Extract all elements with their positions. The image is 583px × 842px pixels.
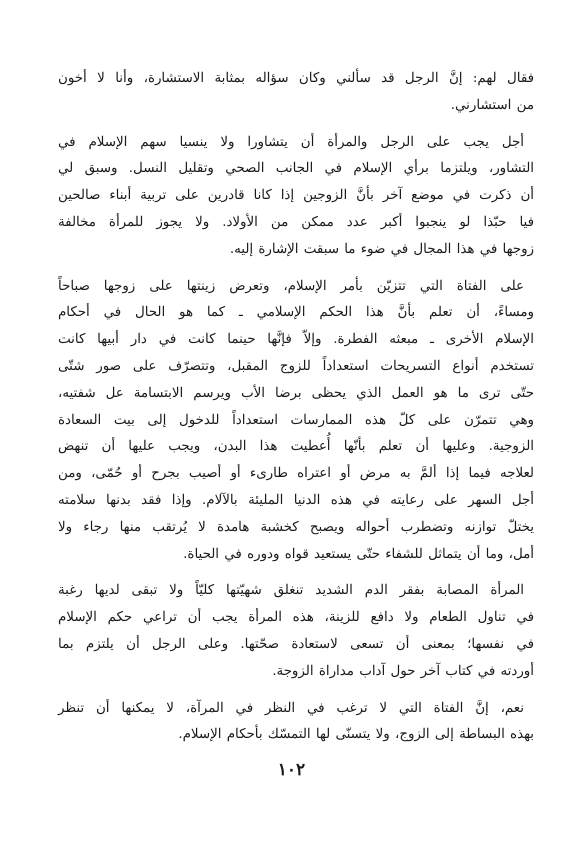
text-line: وهي تتمرّن على كلّ هذه الممارسات استعداداً للدخول إلى بيت السعادة <box>58 412 534 428</box>
text-line: أن ذكرت في موضع آخر بأنَّ الزوجين إذا كانا قادرين على تربية أبناء صالحين <box>58 188 534 204</box>
text-line: فقال لهم: إنَّ الرجل قد سألني وكان سؤاله بمثابة الاستشارة، وأنا لا أخون <box>58 71 534 86</box>
text-line: نعم، إنَّ الفتاة التي لا ترغب في النظر في المرآة، لا يمكنها أن تنظر <box>58 700 524 716</box>
text-line: من استشارني. <box>450 97 534 113</box>
text-line: يختلّ توازنه وتضطرب أحواله ويصبح كخشبة هامدة لا يُرتقب منها رجاء ولا <box>58 519 534 535</box>
text-line: التشاور، ويلتزما برأي الإسلام في الجانب الصحي وتقليل النسل. وسبق لي <box>58 161 534 177</box>
text-line: في تناول الطعام ولا دافع للزينة، هذه المرأة يجب أن تراعي حكم الإسلام <box>58 610 534 626</box>
text-line: في نفسها؛ بمعنى أن تسعى لاستعادة صحّتها. وعلى الرجل أن يلتزم بما <box>58 636 534 652</box>
paragraph <box>58 578 534 685</box>
page-body <box>58 66 534 759</box>
text-line: المرأة المصابة بفقر الدم الشديد تنغلق شهيّتها كليّاً ولا تبقى لديها رغبة <box>58 583 524 599</box>
text-line: لعلاجه فيما إذا ألمَّ به مرض أو اعتراه طارىء أو أصيب بجرح أو حُمّى، ومن <box>58 466 534 482</box>
text-line: زوجها في هذا المجال في ضوء ما سبقت الإشارة إليه. <box>229 241 534 257</box>
text-line: أوردته في كتاب آخر حول آداب مداراة الزوجة. <box>272 663 534 679</box>
text-line: أمل، وما أن يتماثل للشفاء حتّى يستعيد قواه ودوره في الحياة. <box>183 546 534 562</box>
text-line: أجل السهر على رعايته في هذه الدنيا المليئة بالآلام. وإذا فقد بدنها سلامته <box>58 492 534 508</box>
paragraph <box>58 66 534 120</box>
paragraph <box>58 130 534 264</box>
text-line: على الفتاة التي تتزيّن بأمر الإسلام، وتعرض زينتها على زوجها صباحاً <box>58 278 524 294</box>
paragraph <box>58 696 534 750</box>
text-line: أجل يجب على الرجل والمرأة أن يتشاورا ولا ينسيا سهم الإسلام في <box>58 134 524 150</box>
paragraph <box>58 274 534 569</box>
text-line: تستخدم أنواع التسريحات استعداداً للزوج المقبل، وتتصرّف على صور شتّى <box>58 358 534 374</box>
page-number: ١٠٢ <box>277 760 306 780</box>
text-line: الإسلام الأخرى ـ مبعثه الفطرة. وإلاّ فإنَّها حينما كانت في دار أبيها كانت <box>58 332 534 348</box>
text-line: فيا حبّذا لو ينجبوا أكبر عدد ممكن من الأولاد. ولا يجوز للمرأة مخالفة <box>58 214 534 230</box>
text-line: حتّى ترى ما هو العمل الذي يحظى برضا الأب ويرسم الابتسامة عل شفتيه، <box>58 385 534 401</box>
text-line: ومساءً، أن تعلم بأنَّ هذا الحكم الإسلامي ـ كما هو الحال في أحكام <box>58 305 534 321</box>
text-line: بهذه البساطة إلى الزوج، ولا يتسنّى لها التمسّك بأحكام الإسلام. <box>178 727 534 743</box>
text-line: الزوجية. وعليها أن تعلم بأنّها أُعطيت هذا البدن، ويجب عليها أن تنهض <box>58 439 534 455</box>
